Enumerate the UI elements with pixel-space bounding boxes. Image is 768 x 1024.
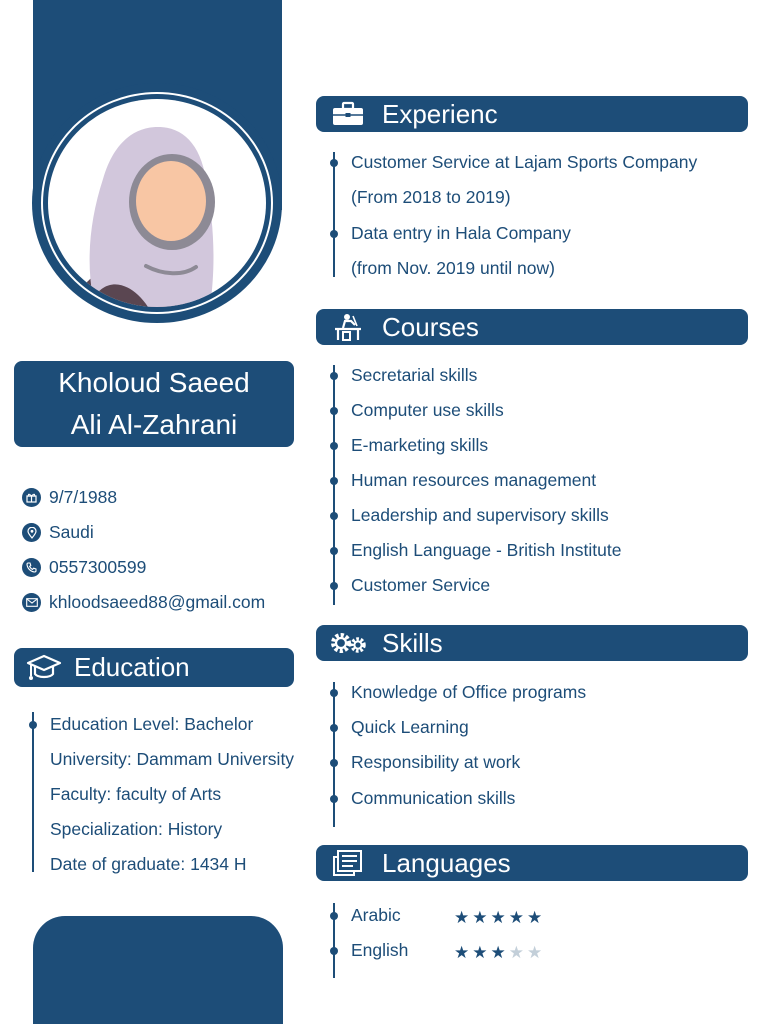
briefcase-icon (328, 99, 368, 129)
skills-header (316, 625, 748, 661)
skills-list (333, 682, 587, 827)
star-filled-icon: ★ (527, 908, 546, 927)
education-graduation-date: Date of graduate: 1434 H (50, 854, 247, 874)
language-rating (454, 943, 545, 963)
timeline-dot (330, 759, 338, 767)
experience-job-period: (from Nov. 2019 until now) (351, 258, 555, 278)
experience-job-title: Customer Service at Lajam Sports Company (351, 152, 698, 172)
name-card (14, 361, 294, 447)
course-item: E-marketing skills (351, 435, 489, 455)
timeline-dot (29, 721, 37, 729)
education-header (14, 648, 294, 687)
language-name: Arabic (351, 905, 401, 925)
timeline-dot (330, 689, 338, 697)
course-item: Human resources management (351, 470, 597, 490)
experience-title: Experienc (382, 98, 498, 129)
education-specialization: Specialization: History (50, 819, 223, 839)
nationality-text: Saudi (49, 522, 94, 542)
timeline-dot (330, 372, 338, 380)
language-rating (454, 908, 545, 928)
skill-item: Communication skills (351, 788, 516, 808)
contact-email (22, 585, 312, 620)
languages-header (316, 845, 748, 881)
course-item: Secretarial skills (351, 365, 478, 385)
language-name: English (351, 940, 409, 960)
courses-title: Courses (382, 311, 479, 342)
name-first-line: Kholoud Saeed (58, 367, 250, 398)
name-second-line: Ali Al-Zahrani (70, 409, 238, 440)
education-level: Education Level: Bachelor (50, 714, 254, 734)
skill-item: Responsibility at work (351, 752, 521, 772)
timeline-dot (330, 442, 338, 450)
gears-icon (328, 628, 368, 658)
timeline-dot (330, 477, 338, 485)
experience-job-period: (From 2018 to 2019) (351, 187, 511, 207)
language-item (351, 905, 546, 927)
star-empty-icon: ★ (508, 943, 527, 962)
contact-birthdate (22, 480, 312, 515)
timeline-dot (330, 230, 338, 238)
star-filled-icon: ★ (490, 943, 509, 962)
languages-list (333, 903, 546, 978)
location-pin-icon (22, 523, 41, 542)
timeline-dot (330, 947, 338, 955)
timeline-dot (330, 582, 338, 590)
star-filled-icon: ★ (472, 943, 491, 962)
contact-phone (22, 550, 312, 585)
education-title: Education (74, 652, 190, 682)
education-university: University: Dammam University (50, 749, 295, 769)
hijab-woman-avatar-icon (48, 99, 266, 307)
contact-list (22, 480, 312, 620)
courses-header (316, 309, 748, 345)
email-icon (22, 593, 41, 612)
birthdate-text: 9/7/1988 (49, 487, 118, 507)
timeline-dot (330, 159, 338, 167)
timeline-dot (330, 512, 338, 520)
course-item: Leadership and supervisory skills (351, 505, 609, 525)
education-faculty: Faculty: faculty of Arts (50, 784, 222, 804)
star-empty-icon: ★ (527, 943, 546, 962)
experience-header (316, 96, 748, 132)
languages-title: Languages (382, 847, 511, 878)
course-item: English Language - British Institute (351, 540, 622, 560)
graduation-cap-icon (24, 653, 64, 683)
footer-block (33, 916, 283, 1024)
contact-nationality (22, 515, 312, 550)
timeline-dot (330, 795, 338, 803)
phone-icon (22, 558, 41, 577)
skill-item: Knowledge of Office programs (351, 682, 587, 702)
course-item: Customer Service (351, 575, 491, 595)
language-item (351, 940, 546, 962)
desk-study-icon (328, 312, 368, 342)
timeline-dot (330, 724, 338, 732)
star-filled-icon: ★ (490, 908, 509, 927)
gift-icon (22, 488, 41, 507)
timeline-dot (330, 912, 338, 920)
star-filled-icon: ★ (472, 908, 491, 927)
star-filled-icon: ★ (508, 908, 527, 927)
timeline-dot (330, 547, 338, 555)
experience-job-title: Data entry in Hala Company (351, 223, 571, 243)
document-icon (328, 848, 368, 878)
courses-list (333, 365, 622, 605)
experience-list (333, 152, 698, 278)
star-filled-icon: ★ (454, 908, 473, 927)
email-text: khloodsaeed88@gmail.com (49, 592, 266, 612)
skills-title: Skills (382, 627, 443, 658)
star-filled-icon: ★ (454, 943, 473, 962)
course-item: Computer use skills (351, 400, 504, 420)
phone-text: 0557300599 (49, 557, 147, 577)
skill-item: Quick Learning (351, 717, 469, 737)
education-list (32, 712, 295, 874)
timeline-dot (330, 407, 338, 415)
avatar (48, 99, 266, 307)
